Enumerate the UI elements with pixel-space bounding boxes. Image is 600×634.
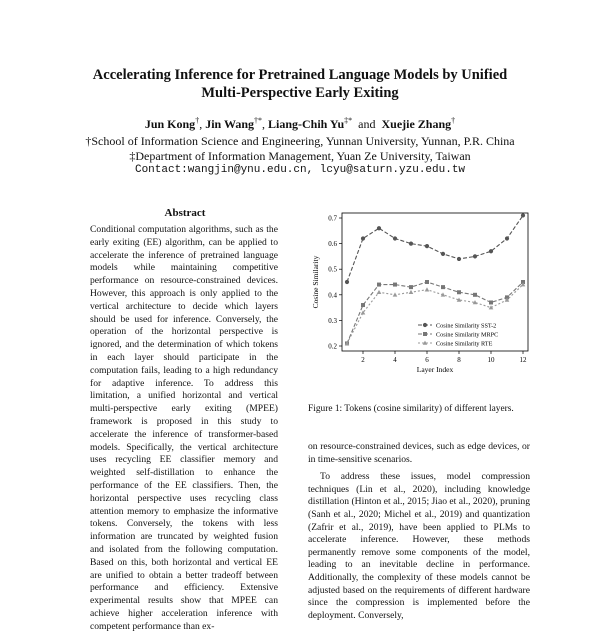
legend-label: Cosine Similarity MRPC	[436, 331, 499, 339]
y-tick-label: 0.5	[328, 265, 337, 274]
data-point	[457, 290, 461, 294]
author-mark: †*	[254, 116, 262, 125]
author-mark: †	[451, 116, 456, 125]
data-point	[377, 226, 381, 230]
legend-label: Cosine Similarity RTE	[436, 340, 493, 348]
contact-emails: Contact:wangjin@ynu.edu.cn, lcyu@saturn.yzu.edu.tw	[134, 164, 466, 176]
data-point	[489, 249, 493, 253]
author-name: Jin Wang	[205, 117, 254, 131]
affiliation-2: ‡Department of Information Management, Yuan Ze University, Taiwan	[129, 149, 471, 163]
abstract-text: Conditional computation algorithms, such as the early exiting (EE) algorithm, can be applied to accelerate the inference of pretrained language models while maintaining competitive performance on resource-constrained devices. However, this approach is only applied to the vertical architecture to decide which layers should be used for inference. Conversely, the operation of the horizontal perspective is ignored, and the determination of which tokens in each layer should participate in the computation fails, leading to a high redundancy for adaptive inference. To address this limitation, a unified horizontal and vertical multi-perspective early exiting (MPEE) framework is proposed in this study to accelerate the inference of transformer-based models. Specifically, the vertical architecture uses recycling EE classifier memory and weighted self-distillation to enhance the performance of the EE classifiers. Then, the horizontal perspective uses recycling class attention memory to emphasize the informative tokens. Conversely, the tokens with less information are truncated by weighted fusion and isolated from the following computation. Based on this, both horizontal and vertical EE are unified to obtain a better tradeoff between performance and efficiency. Extensive experimental results show that MPEE can achieve higher acceleration inference with competent performance than ex-	[90, 224, 278, 632]
data-point	[377, 283, 381, 287]
paper-title-line-1: Accelerating Inference for Pretrained Language Models by Unified	[92, 67, 508, 83]
author-name: Liang-Chih Yu	[268, 117, 345, 131]
author-mark: ‡*	[344, 116, 353, 125]
figure-caption: Figure 1: Tokens (cosine similarity) of different layers.	[308, 404, 514, 414]
data-point	[505, 236, 509, 240]
data-point	[393, 292, 398, 296]
x-tick-label: 12	[519, 356, 527, 364]
figure-1	[300, 205, 540, 385]
y-tick-label: 0.4	[328, 291, 337, 300]
x-tick-label: 4	[393, 356, 397, 364]
body-text	[308, 441, 530, 627]
data-point	[425, 244, 429, 248]
y-tick-label: 0.7	[328, 214, 337, 223]
data-point	[425, 280, 429, 284]
y-axis-label: Cosine Similarity	[311, 255, 320, 309]
data-point	[425, 287, 430, 291]
author-list: Jun Kong†, Jin Wang†*, Liang-Chih Yu‡* and Xuejie Zhang†	[144, 116, 456, 131]
data-point	[473, 293, 477, 297]
data-point	[377, 290, 382, 294]
data-point	[409, 242, 413, 246]
body-paragraph: To address these issues, model compression techniques (Lin et al., 2020), including knowledge distillation (Hinton et al., 2015; Jiao et al., 2020), pruning (Sanh et al., 2020; Michel et al., 2019) and quantization (Zafrir et al., 2019), have been applied to PLMs to accelerate inference. However, these methods permanently remove some components of the model, leading to an inevitable decline in performance. Additionally, the complexity of these models cannot be adjusted based on the requirements of different hardware since the compression is implemented before the deployment. Conversely,	[308, 471, 530, 621]
x-tick-label: 8	[457, 356, 461, 364]
data-point	[409, 290, 414, 294]
series-line	[347, 215, 523, 282]
data-point	[361, 236, 365, 240]
data-point	[457, 257, 461, 261]
cosine-similarity-chart	[300, 205, 540, 385]
data-point	[361, 303, 365, 307]
x-tick-label: 6	[425, 356, 429, 364]
x-axis-label: Layer Index	[416, 365, 454, 374]
data-point	[423, 323, 427, 327]
data-point	[409, 285, 413, 289]
author-mark: †	[195, 116, 200, 125]
y-tick-label: 0.3	[328, 316, 337, 325]
data-point	[441, 285, 445, 289]
x-tick-label: 2	[361, 356, 365, 364]
data-point	[393, 283, 397, 287]
data-point	[441, 252, 445, 256]
y-tick-label: 0.2	[328, 342, 337, 351]
x-tick-label: 10	[487, 356, 495, 364]
and-word: and	[358, 117, 376, 131]
data-point	[423, 332, 427, 336]
legend-label: Cosine Similarity SST-2	[436, 322, 497, 330]
data-point	[345, 280, 349, 284]
data-point	[393, 236, 397, 240]
paper-title-line-2: Multi-Perspective Early Exiting	[201, 85, 399, 101]
data-point	[489, 300, 493, 304]
abstract-heading: Abstract	[164, 207, 206, 219]
author-name: Xuejie Zhang	[381, 117, 452, 131]
data-point	[521, 213, 525, 217]
data-point	[473, 254, 477, 258]
y-tick-label: 0.6	[328, 240, 337, 249]
author-name: Jun Kong	[144, 117, 196, 131]
affiliation-1: †School of Information Science and Engineering, Yunnan University, Yunnan, P.R. China	[85, 134, 515, 148]
body-paragraph: on resource-constrained devices, such as edge devices, or in time-sensitive scenarios.	[308, 441, 530, 465]
